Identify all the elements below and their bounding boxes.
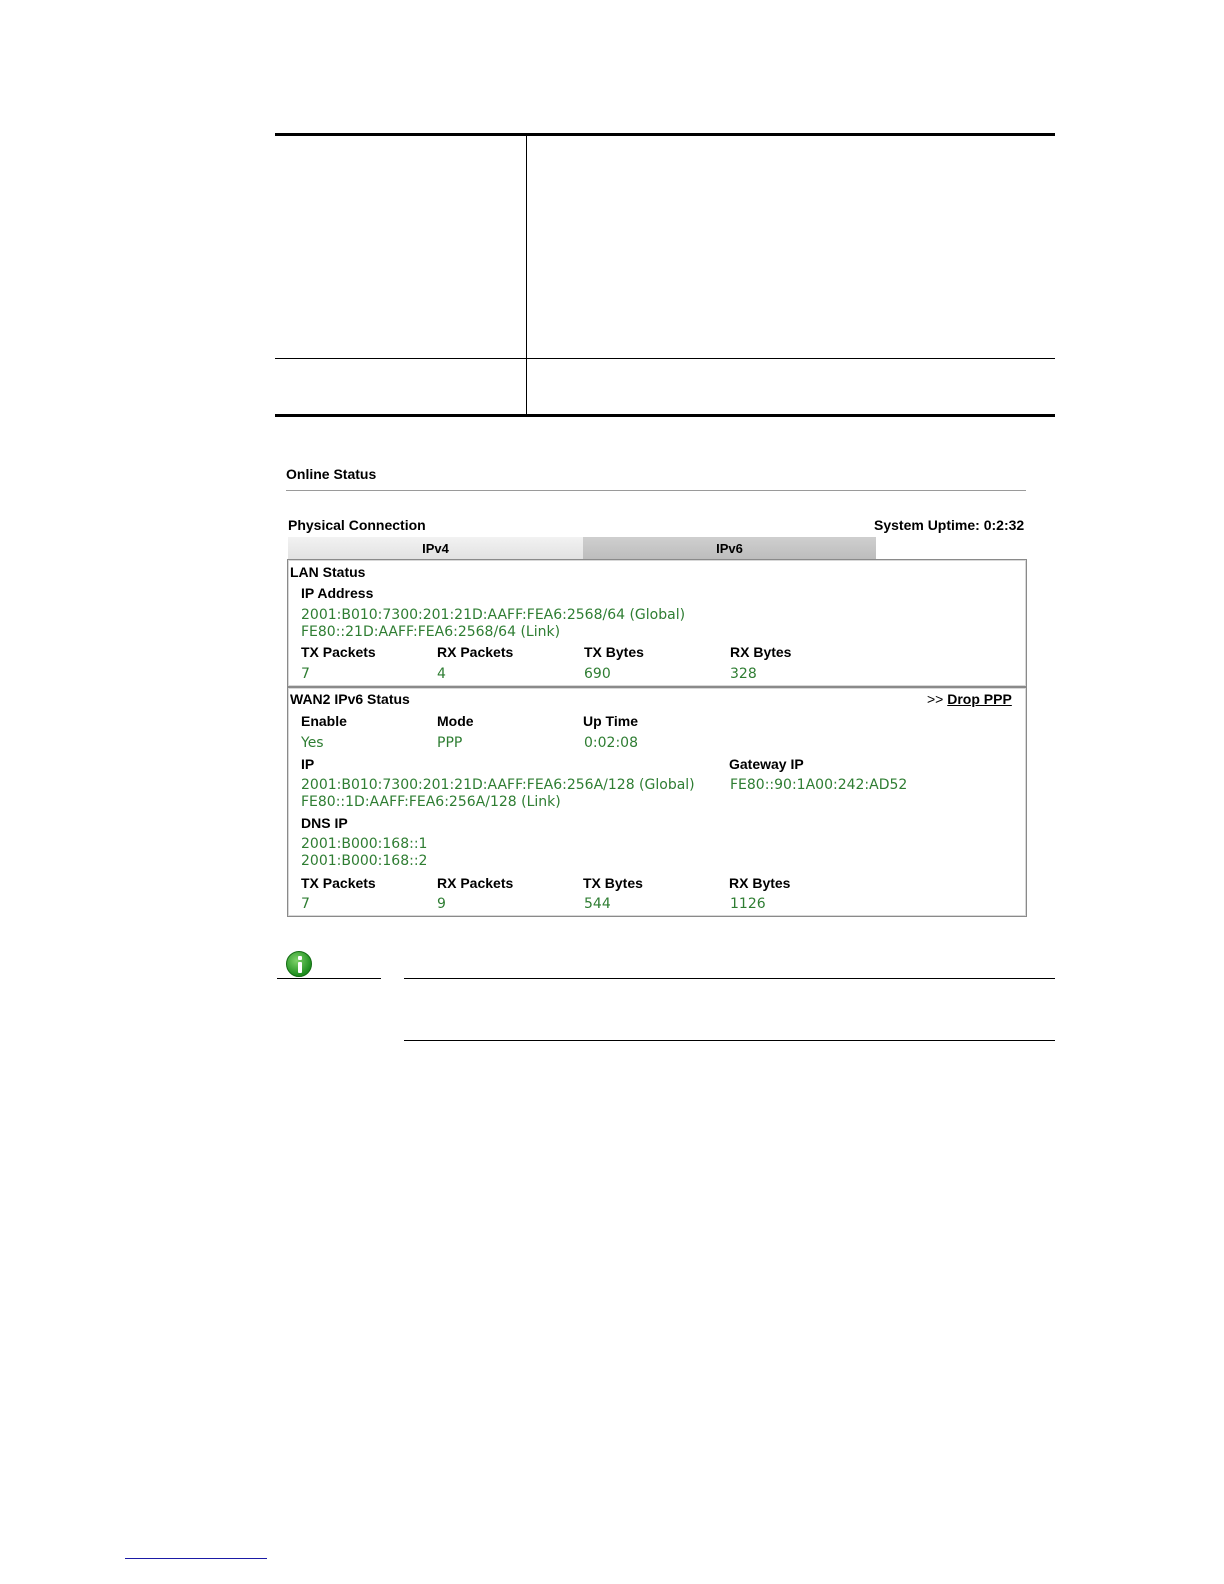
system-uptime-value: 0:2:32 — [983, 517, 1025, 533]
table-bottom-rule — [275, 414, 1055, 417]
table-top-rule — [275, 133, 1055, 136]
wan-uptime-value: 0:02:08 — [584, 735, 638, 751]
lan-ip-address-label: IP Address — [301, 585, 374, 601]
wan-rx-packets-value: 9 — [437, 896, 446, 912]
lan-tx-packets-header: TX Packets — [301, 644, 376, 660]
system-uptime-label: System Uptime: — [874, 517, 980, 533]
lan-rx-bytes-header: RX Bytes — [730, 644, 792, 660]
lan-status-box — [287, 559, 1027, 687]
wan-dns-2: 2001:B000:168::2 — [301, 853, 428, 869]
title-divider — [286, 490, 1026, 491]
wan-rx-bytes-value: 1126 — [730, 896, 766, 912]
physical-connection-label: Physical Connection — [288, 517, 426, 533]
wan-dns-label: DNS IP — [301, 815, 348, 831]
info-icon — [286, 951, 312, 977]
drop-ppp-link[interactable]: Drop PPP — [947, 691, 1012, 707]
drop-ppp-prefix: >> — [927, 691, 944, 707]
lan-status-heading: LAN Status — [290, 564, 366, 580]
note-top-rule — [404, 978, 1055, 979]
wan-ip-link: FE80::1D:AAFF:FEA6:256A/128 (Link) — [301, 794, 561, 810]
lan-tx-bytes-value: 690 — [584, 666, 611, 682]
wan-mode-value: PPP — [437, 735, 463, 751]
wan-dns-1: 2001:B000:168::1 — [301, 836, 428, 852]
system-uptime — [874, 517, 1024, 533]
wan-mode-label: Mode — [437, 713, 474, 729]
table-row-divider — [275, 358, 1055, 359]
wan-enable-value: Yes — [301, 735, 324, 751]
table-column-divider — [526, 136, 527, 415]
lan-rx-packets-header: RX Packets — [437, 644, 514, 660]
wan-tx-packets-value: 7 — [301, 896, 310, 912]
wan-ip-global: 2001:B010:7300:201:21D:AAFF:FEA6:256A/128 (Global) — [301, 777, 695, 793]
footer-link-underline[interactable] — [125, 1558, 267, 1559]
wan-tx-bytes-header: TX Bytes — [583, 875, 643, 891]
wan-gateway-label: Gateway IP — [729, 756, 804, 772]
wan-status-heading: WAN2 IPv6 Status — [290, 691, 410, 707]
wan-rx-packets-header: RX Packets — [437, 875, 514, 891]
lan-tx-packets-value: 7 — [301, 666, 310, 682]
wan-ip-label: IP — [301, 756, 315, 772]
lan-ip-link: FE80::21D:AAFF:FEA6:2568/64 (Link) — [301, 624, 561, 640]
page-title: Online Status — [286, 466, 377, 482]
wan-enable-label: Enable — [301, 713, 347, 729]
wan-tx-packets-header: TX Packets — [301, 875, 376, 891]
wan-uptime-label: Up Time — [583, 713, 638, 729]
lan-rx-packets-value: 4 — [437, 666, 446, 682]
drop-ppp — [927, 691, 1012, 707]
note-bottom-rule — [404, 1040, 1055, 1041]
wan-gateway-value: FE80::90:1A00:242:AD52 — [730, 777, 908, 793]
wan-tx-bytes-value: 544 — [584, 896, 611, 912]
wan-rx-bytes-header: RX Bytes — [729, 875, 791, 891]
tab-ipv6[interactable]: IPv6 — [583, 537, 876, 559]
lan-ip-global: 2001:B010:7300:201:21D:AAFF:FEA6:2568/64 (Global) — [301, 607, 686, 623]
tab-ipv4[interactable]: IPv4 — [288, 537, 583, 559]
lan-tx-bytes-header: TX Bytes — [584, 644, 644, 660]
note-icon-underline — [277, 978, 381, 979]
lan-rx-bytes-value: 328 — [730, 666, 757, 682]
